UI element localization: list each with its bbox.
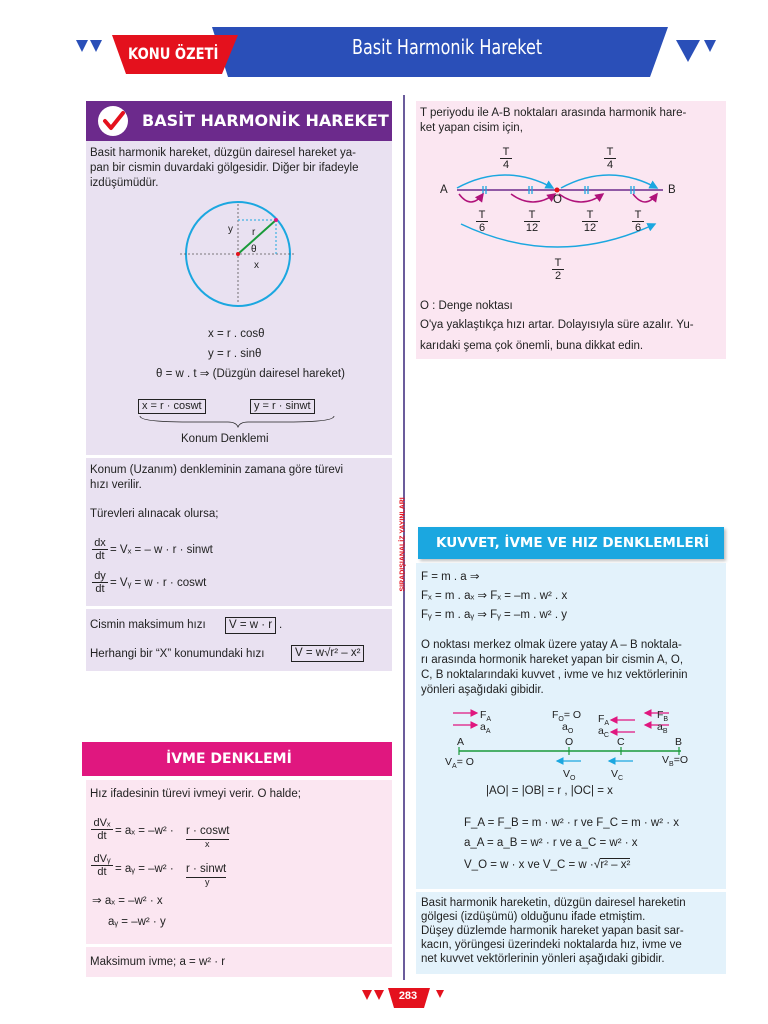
- final-line-1: Basit harmonik hareketin, düzgün dairesel hareketin: [421, 897, 686, 909]
- ab-label: $a_B$: [657, 721, 668, 736]
- force-eq-1: F = m . a ⇒: [421, 571, 480, 583]
- kuvvet-title-text: KUVVET, İVME VE HIZ DENKLEMLERİ: [436, 535, 710, 551]
- four-den: 4: [502, 159, 510, 171]
- fa: F: [480, 709, 487, 721]
- force-eq-a: F_A = F_B = m · w² · r ve F_C = m · w² · x: [464, 817, 680, 829]
- publisher-side-text: SIRADIŞIANALİZ YAYINLARI: [399, 497, 407, 592]
- t-over-4-left: [500, 146, 512, 171]
- aa-label: $a_A$: [480, 721, 491, 736]
- t-over-12-left: [524, 209, 540, 234]
- denge-text: O : Denge noktası: [420, 300, 513, 312]
- max-ivme-text: Maksimum ivme; a = w² · r: [90, 956, 226, 968]
- period-intro-1: T periyodu ile A-B noktaları arasında harmonik hare-: [420, 107, 687, 119]
- t-num: T: [524, 209, 540, 222]
- t-num: T: [632, 209, 644, 222]
- vc: V: [611, 768, 619, 780]
- velocity-eq-c: V_O = w · x ve V_C = w ·√r² – x²: [464, 857, 631, 871]
- t-over-6-left: [476, 209, 488, 234]
- ax-underbrace-term: r · coswt: [186, 824, 229, 840]
- vb-label: $V_B=O$: [662, 754, 688, 769]
- vmax-box: V = w · r: [225, 617, 276, 634]
- ivme-intro: Hız ifadesinin türevi ivmeyi verir. O halde;: [90, 788, 301, 800]
- period-intro-2: ket yapan cisim için,: [420, 122, 523, 134]
- ax-equation: = aₓ = –w² ·: [115, 825, 174, 837]
- intro-line-3: izdüşümüdür.: [90, 177, 159, 189]
- box-y-equation: y = r · sinwt: [250, 399, 315, 414]
- box-x-equation: x = r · coswt: [138, 399, 206, 414]
- circle-label-r: r: [252, 227, 256, 238]
- dx-dt-fraction: [92, 537, 108, 562]
- circle-label-theta: θ: [251, 244, 257, 255]
- fo-val: = O: [563, 709, 582, 721]
- circle-label-y: y: [228, 224, 233, 235]
- deriv-line-2: hızı verilir.: [90, 479, 142, 491]
- twelve-den: 12: [583, 222, 597, 234]
- ac: a: [598, 725, 604, 737]
- distance-text: |AO| = |OB| = r , |OC| = x: [486, 785, 613, 797]
- section-title-ivme: [82, 742, 392, 776]
- dt-den-2: dt: [95, 583, 105, 595]
- dt-den-3: dt: [97, 830, 107, 842]
- deriv-line-1: Konum (Uzanım) denkleminin zamana göre türevi: [90, 464, 344, 476]
- fo: F: [552, 709, 559, 721]
- force-eq-3: Fᵧ = m . aᵧ ⇒ Fᵧ = –m . w² . y: [421, 609, 567, 621]
- ax-sub: x: [205, 839, 210, 849]
- equation-y: y = r . sinθ: [208, 348, 262, 360]
- t-over-4-right: [604, 146, 616, 171]
- t-over-12-right: [582, 209, 598, 234]
- ay-final: aᵧ = –w² · y: [108, 916, 166, 928]
- fb-label: $F_B$: [657, 709, 669, 724]
- page-title: Basit Harmonik Hareket: [352, 35, 543, 59]
- aa: a: [480, 721, 486, 733]
- t-num: T: [476, 209, 488, 222]
- dvy-dt-fraction: [91, 853, 113, 878]
- o-text-4: yönleri aşağıdaki gibidir.: [421, 684, 544, 696]
- unit-circle-diagram: [170, 200, 310, 310]
- fa-label: $F_A$: [480, 709, 492, 724]
- vb-val: =O: [673, 754, 688, 766]
- dt-den-4: dt: [97, 866, 107, 878]
- final-line-2: gölgesi (izdüşümü) olduğunu ifade etmiştim.: [421, 911, 646, 923]
- six-den: 6: [478, 222, 486, 234]
- vo-label: $V_O$: [563, 768, 576, 783]
- ivme-title-text: İVME DENKLEMİ: [166, 751, 292, 767]
- point-a-vec: A: [457, 736, 465, 748]
- va: V: [445, 756, 453, 768]
- equation-theta: θ = w . t ⇒ (Düzgün dairesel hareket): [156, 368, 345, 380]
- konu-ozeti-badge: KONU ÖZETİ: [128, 44, 219, 63]
- header: [0, 0, 768, 80]
- section-title-kuvvet: [418, 527, 724, 559]
- fb: F: [657, 709, 664, 721]
- t-num: T: [582, 209, 598, 222]
- konum-brace: [138, 414, 338, 428]
- ao-label: $a_O$: [562, 721, 574, 736]
- va-label: $V_A= O$: [445, 756, 474, 771]
- vx-text: Herhangi bir “X” konumundaki hızı: [90, 648, 265, 660]
- vx-box: V = w√r² – x²: [291, 645, 364, 662]
- yaklas-line-2: karıdaki şema çok önemli, buna dikkat edin.: [420, 340, 644, 352]
- point-b-vec: B: [675, 736, 683, 748]
- section-title-text: BASİT HARMONİK HAREKET: [142, 111, 389, 130]
- ac-label: $a_C$: [598, 725, 609, 740]
- ax-final: ⇒ aₓ = –w² · x: [92, 895, 163, 907]
- vy-equation: = Vᵧ = w · r · coswt: [110, 577, 207, 589]
- ay-underbrace-term: r · sinwt: [186, 862, 226, 878]
- va-val: = O: [456, 756, 474, 768]
- fo-label: $F_O= O$: [552, 709, 582, 724]
- t-num: T: [604, 146, 616, 159]
- t-over-6-right: [632, 209, 644, 234]
- intro-line-2: pan bir cismin duvardaki gölgesidir. Diğer bir ifadeyle: [90, 162, 359, 174]
- two-den: 2: [554, 270, 562, 282]
- intro-line-1: Basit harmonik hareket, düzgün dairesel hareket ya-: [90, 147, 356, 159]
- dvy-num: dVᵧ: [91, 853, 113, 866]
- equation-x: x = r . cosθ: [208, 328, 265, 340]
- point-c-vec: C: [617, 736, 625, 748]
- ab: a: [657, 721, 663, 733]
- dvx-num: dVₓ: [91, 817, 113, 830]
- turev-text: Türevleri alınacak olursa;: [90, 508, 219, 520]
- final-line-5: net kuvvet vektörlerinin yönleri aşağıdaki gibidir.: [421, 953, 665, 965]
- ao: a: [562, 721, 568, 733]
- dvx-dt-fraction: [91, 817, 113, 842]
- point-b-label: B: [668, 184, 676, 196]
- o-text-1: O noktası merkez olmak üzere yatay A – B noktala-: [421, 639, 682, 651]
- page-number: 283: [398, 990, 418, 1002]
- o-text-3: C, B noktalarındaki kuvvet , ivme ve hız vektörlerinin: [421, 669, 688, 681]
- yaklas-line-1: O'ya yaklaştıkça hızı artar. Dolayısıyla süre azalır. Yu-: [420, 319, 694, 331]
- final-line-4: kacın, yörüngesi üzerindeki noktalarda hız, ivme ve: [421, 939, 682, 951]
- force-eq-2: Fₓ = m . aₓ ⇒ Fₓ = –m . w² . x: [421, 590, 568, 602]
- fc: F: [598, 713, 605, 725]
- fc-label: $F_A$: [598, 713, 610, 728]
- check-icon: [96, 104, 130, 138]
- ay-sub: y: [205, 877, 210, 887]
- dt-den: dt: [95, 550, 105, 562]
- velocity-eq-c-root: r² – x²: [600, 859, 631, 871]
- t-num: T: [500, 146, 512, 159]
- twelve-den: 12: [525, 222, 539, 234]
- dx-num: dx: [92, 537, 108, 550]
- konum-label: Konum Denklemi: [181, 433, 269, 445]
- ay-equation: = aᵧ = –w² ·: [115, 863, 174, 875]
- point-a-label: A: [440, 184, 448, 196]
- four-den: 4: [606, 159, 614, 171]
- vb: V: [662, 754, 670, 766]
- section-title-basit-harmonik: [86, 101, 392, 141]
- velocity-eq-c-text: V_O = w · x ve V_C = w ·: [464, 859, 594, 871]
- vo: V: [563, 768, 571, 780]
- vc-label: $V_C$: [611, 768, 624, 783]
- six-den: 6: [634, 222, 642, 234]
- point-o-vec: O: [565, 736, 574, 748]
- t-num: T: [552, 257, 564, 270]
- vmax-text: Cismin maksimum hızı: [90, 619, 206, 631]
- accel-eq-b: a_A = a_B = w² · r ve a_C = w² · x: [464, 837, 638, 849]
- vx-equation: = Vₓ = – w · r · sinwt: [110, 544, 213, 556]
- final-line-3: Düşey düzlemde harmonik hareket yapan basit sar-: [421, 925, 684, 937]
- circle-label-x: x: [254, 260, 259, 271]
- t-over-2: [552, 257, 564, 282]
- dy-dt-fraction: [92, 570, 108, 595]
- o-text-2: rı arasında hormonik hareket yapan bir cismin A, O,: [421, 654, 684, 666]
- point-o-label: O: [553, 194, 562, 206]
- dy-num: dy: [92, 570, 108, 583]
- period-dot: .: [279, 619, 283, 631]
